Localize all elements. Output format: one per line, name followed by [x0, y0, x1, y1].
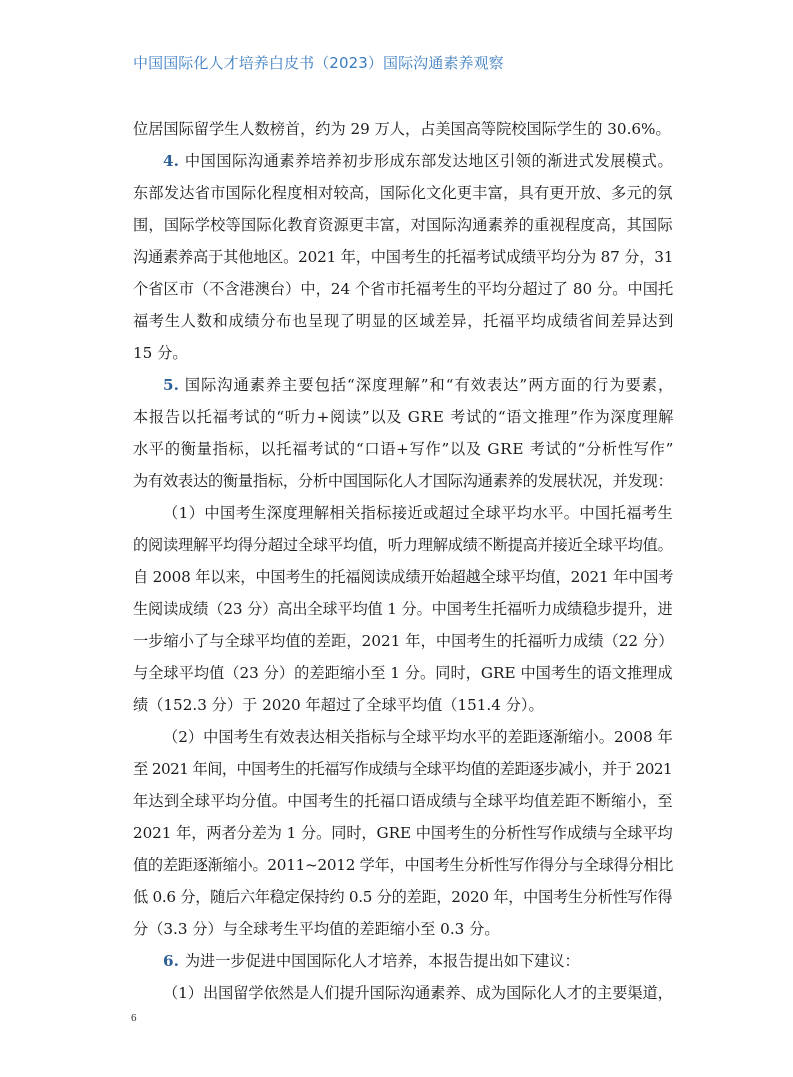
text-line: 分（3.3 分）与全球考生平均值的差距缩小至 0.3 分。	[133, 920, 500, 938]
text-line: 5. 国际沟通素养主要包括“深度理解”和“有效表达”两方面的行为要素，	[163, 369, 673, 401]
text-line: 至 2021 年间，中国考生的托福写作成绩与全球平均值的差距逐步减小，并于 2021	[133, 760, 673, 778]
text-line: 福考生人数和成绩分布也呈现了明显的区域差异，托福平均成绩省间差异达到	[133, 312, 675, 330]
text-line: 绩（152.3 分）于 2020 年超过了全球平均值（151.4 分）。	[133, 696, 544, 714]
page-number: 6	[131, 1012, 137, 1024]
text-line: 生阅读成绩（23 分）高出全球平均值 1 分。中国考生托福听力成绩稳步提升，进	[133, 600, 673, 618]
text-line: （1）中国考生深度理解相关指标接近或超过全球平均水平。中国托福考生	[163, 504, 674, 522]
list-number: 5.	[163, 376, 179, 394]
text-line: 为有效表达的衡量指标，分析中国国际化人才国际沟通素养的发展状况，并发现：	[133, 472, 673, 490]
text-line: 低 0.6 分，随后六年稳定保持约 0.5 分的差距，2020 年，中国考生分析性写作得	[133, 888, 673, 906]
text-line: 与全球平均值（23 分）的差距缩小至 1 分。同时，GRE 中国考生的语文推理成	[133, 664, 673, 682]
text-line: 4. 中国国际沟通素养培养初步形成东部发达地区引领的渐进式发展模式。	[163, 145, 673, 177]
text-line: 本报告以托福考试的“听力+阅读”以及 GRE 考试的“语文推理”作为深度理解	[133, 408, 675, 426]
text-line: （1）出国留学依然是人们提升国际沟通素养、成为国际化人才的主要渠道，	[163, 984, 673, 1002]
text-line: 位居国际留学生人数榜首，约为 29 万人，占美国高等院校国际学生的 30.6%。	[133, 120, 671, 138]
text-line: 东部发达省市国际化程度相对较高，国际化文化更丰富，具有更开放、多元的氛	[133, 184, 673, 202]
list-number: 4.	[163, 152, 179, 170]
text-line: 的阅读理解平均得分超过全球平均值，听力理解成绩不断提高并接近全球平均值。	[133, 536, 673, 554]
running-header: 中国国际化人才培养白皮书（2023）国际沟通素养观察	[133, 54, 504, 72]
text-line: （2）中国考生有效表达相关指标与全球平均水平的差距逐渐缩小。2008 年	[163, 728, 673, 746]
text-line: 值的差距逐渐缩小。2011~2012 学年，中国考生分析性写作得分与全球得分相比	[133, 856, 674, 874]
text-line: 水平的衡量指标，以托福考试的“口语+写作”以及 GRE 考试的“分析性写作”	[133, 440, 675, 458]
text-line: 年达到全球平均分值。中国考生的托福口语成绩与全球平均值差距不断缩小，至	[133, 792, 673, 810]
list-number: 6.	[163, 952, 179, 970]
text-line: 2021 年，两者分差为 1 分。同时，GRE 中国考生的分析性写作成绩与全球平均	[133, 824, 673, 842]
text-line: 自 2008 年以来，中国考生的托福阅读成绩开始超越全球平均值，2021 年中国考	[133, 568, 674, 586]
text-line: 6. 为进一步促进中国国际化人才培养，本报告提出如下建议：	[163, 945, 580, 977]
text-line: 15 分。	[133, 344, 188, 362]
text-line: 个省区市（不含港澳台）中，24 个省市托福考生的平均分超过了 80 分。中国托	[133, 280, 674, 298]
text-line: 围，国际学校等国际化教育资源更丰富，对国际沟通素养的重视程度高，其国际	[133, 216, 673, 234]
text-line: 沟通素养高于其他地区。2021 年，中国考生的托福考试成绩平均分为 87 分，31	[133, 248, 674, 266]
text-line: 一步缩小了与全球平均值的差距，2021 年，中国考生的托福听力成绩（22 分）	[133, 632, 674, 650]
